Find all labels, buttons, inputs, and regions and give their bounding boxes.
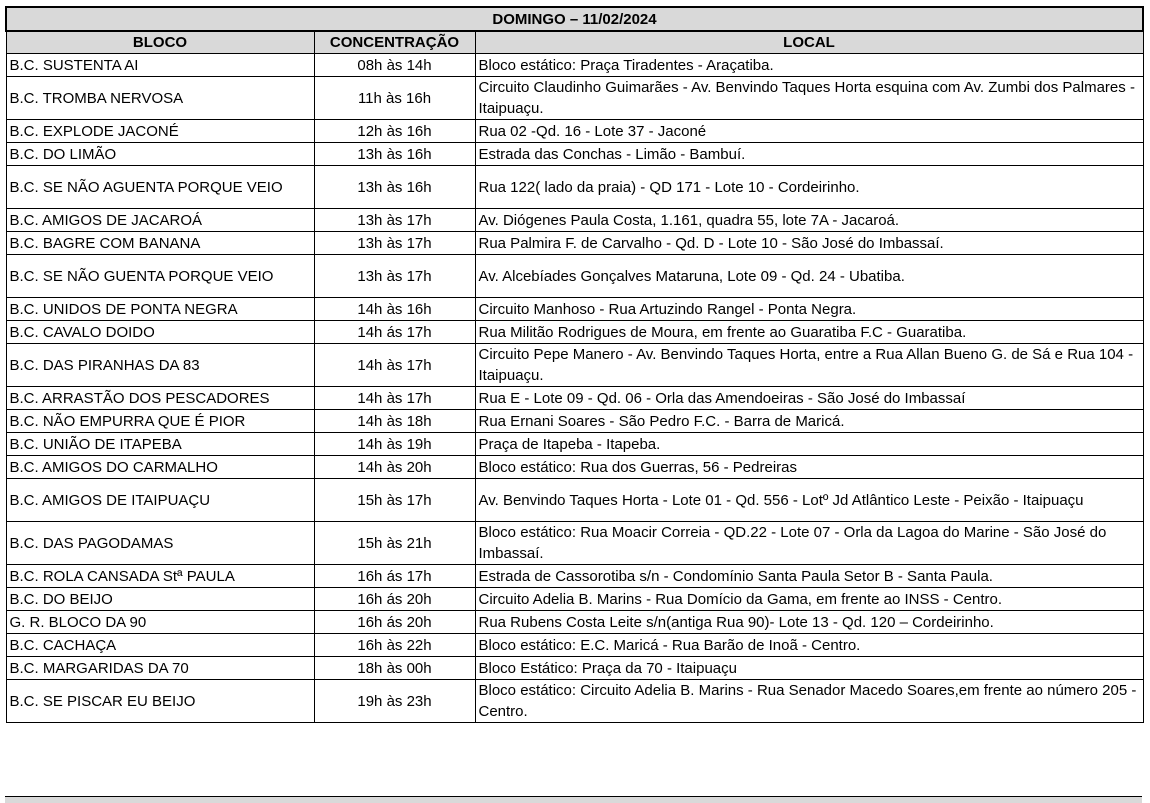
table-row [6, 255, 1143, 298]
table-row [6, 77, 1143, 120]
table-row [6, 410, 1143, 433]
local-cell: Circuito Pepe Manero - Av. Benvindo Taques Horta, entre a Rua Allan Bueno G. de Sá e Rua 104 - Itaipuaçu. [475, 344, 1143, 387]
table-row [6, 433, 1143, 456]
local-cell: Rua Militão Rodrigues de Moura, em frente ao Guaratiba F.C - Guaratiba. [475, 321, 1143, 344]
concentracao-cell: 16h ás 17h [314, 565, 475, 588]
table-row [6, 54, 1143, 77]
bloco-cell: B.C. ROLA CANSADA Stª PAULA [6, 565, 314, 588]
local-cell: Bloco estático: Praça Tiradentes - Araçatiba. [475, 54, 1143, 77]
local-cell: Bloco estático: E.C. Maricá - Rua Barão de Inoã - Centro. [475, 634, 1143, 657]
concentracao-cell: 14h às 20h [314, 456, 475, 479]
table-row [6, 298, 1143, 321]
local-cell: Rua 122( lado da praia) - QD 171 - Lote 10 - Cordeirinho. [475, 166, 1143, 209]
bloco-cell: B.C. MARGARIDAS DA 70 [6, 657, 314, 680]
concentracao-cell: 18h às 00h [314, 657, 475, 680]
table-title: DOMINGO – 11/02/2024 [6, 7, 1143, 31]
local-cell: Praça de Itapeba - Itapeba. [475, 433, 1143, 456]
local-cell: Bloco estático: Rua Moacir Correia - QD.22 - Lote 07 - Orla da Lagoa do Marine - São José do Imbassaí. [475, 522, 1143, 565]
bloco-cell: B.C. DO BEIJO [6, 588, 314, 611]
local-cell: Av. Diógenes Paula Costa, 1.161, quadra 55, lote 7A - Jacaroá. [475, 209, 1143, 232]
bloco-cell: G. R. BLOCO DA 90 [6, 611, 314, 634]
concentracao-cell: 16h ás 20h [314, 611, 475, 634]
table-row [6, 143, 1143, 166]
bloco-cell: B.C. DO LIMÃO [6, 143, 314, 166]
table-row [6, 565, 1143, 588]
local-cell: Rua 02 -Qd. 16 - Lote 37 - Jaconé [475, 120, 1143, 143]
table-row [6, 611, 1143, 634]
concentracao-cell: 16h ás 20h [314, 588, 475, 611]
concentracao-cell: 14h às 17h [314, 387, 475, 410]
bloco-cell: B.C. EXPLODE JACONÉ [6, 120, 314, 143]
bloco-cell: B.C. AMIGOS DE ITAIPUAÇU [6, 479, 314, 522]
bloco-cell: B.C. SE PISCAR EU BEIJO [6, 680, 314, 723]
table-row [6, 232, 1143, 255]
concentracao-cell: 14h às 16h [314, 298, 475, 321]
concentracao-cell: 16h às 22h [314, 634, 475, 657]
bloco-cell: B.C. AMIGOS DE JACAROÁ [6, 209, 314, 232]
concentracao-cell: 13h às 16h [314, 166, 475, 209]
concentracao-cell: 14h às 18h [314, 410, 475, 433]
header-bloco: BLOCO [6, 31, 314, 54]
bloco-cell: B.C. ARRASTÃO DOS PESCADORES [6, 387, 314, 410]
table-row [6, 479, 1143, 522]
concentracao-cell: 08h às 14h [314, 54, 475, 77]
bloco-cell: B.C. BAGRE COM BANANA [6, 232, 314, 255]
bloco-cell: B.C. DAS PAGODAMAS [6, 522, 314, 565]
local-cell: Estrada das Conchas - Limão - Bambuí. [475, 143, 1143, 166]
schedule-table [5, 6, 1144, 723]
concentracao-cell: 14h às 19h [314, 433, 475, 456]
concentracao-cell: 14h ás 17h [314, 321, 475, 344]
local-cell: Circuito Claudinho Guimarães - Av. Benvindo Taques Horta esquina com Av. Zumbi dos Palmares - Itaipuaçu. [475, 77, 1143, 120]
concentracao-cell: 13h às 17h [314, 232, 475, 255]
title-row [6, 7, 1143, 31]
bloco-cell: B.C. CACHAÇA [6, 634, 314, 657]
concentracao-cell: 11h às 16h [314, 77, 475, 120]
table-row [6, 209, 1143, 232]
table-row [6, 166, 1143, 209]
table-row [6, 344, 1143, 387]
concentracao-cell: 15h às 17h [314, 479, 475, 522]
local-cell: Rua Palmira F. de Carvalho - Qd. D - Lote 10 - São José do Imbassaí. [475, 232, 1143, 255]
local-cell: Rua E - Lote 09 - Qd. 06 - Orla das Amendoeiras - São José do Imbassaí [475, 387, 1143, 410]
table-row [6, 120, 1143, 143]
table-row [6, 522, 1143, 565]
bloco-cell: B.C. UNIDOS DE PONTA NEGRA [6, 298, 314, 321]
local-cell: Av. Benvindo Taques Horta - Lote 01 - Qd. 556 - Lotº Jd Atlântico Leste - Peixão - Itaipuaçu [475, 479, 1143, 522]
table-row [6, 387, 1143, 410]
table-row [6, 321, 1143, 344]
local-cell: Rua Rubens Costa Leite s/n(antiga Rua 90)- Lote 13 - Qd. 120 – Cordeirinho. [475, 611, 1143, 634]
concentracao-cell: 12h às 16h [314, 120, 475, 143]
local-cell: Bloco estático: Rua dos Guerras, 56 - Pedreiras [475, 456, 1143, 479]
table-row [6, 680, 1143, 723]
local-cell: Estrada de Cassorotiba s/n - Condomínio Santa Paula Setor B - Santa Paula. [475, 565, 1143, 588]
concentracao-cell: 13h às 16h [314, 143, 475, 166]
header-concentracao: CONCENTRAÇÃO [314, 31, 475, 54]
table-row [6, 657, 1143, 680]
table-row [6, 456, 1143, 479]
schedule-body [6, 54, 1143, 723]
bloco-cell: B.C. DAS PIRANHAS DA 83 [6, 344, 314, 387]
table-row [6, 588, 1143, 611]
bloco-cell: B.C. SUSTENTA AI [6, 54, 314, 77]
bloco-cell: B.C. SE NÃO GUENTA PORQUE VEIO [6, 255, 314, 298]
local-cell: Circuito Manhoso - Rua Artuzindo Rangel - Ponta Negra. [475, 298, 1143, 321]
header-row [6, 31, 1143, 54]
bloco-cell: B.C. UNIÃO DE ITAPEBA [6, 433, 314, 456]
concentracao-cell: 15h às 21h [314, 522, 475, 565]
concentracao-cell: 19h às 23h [314, 680, 475, 723]
local-cell: Bloco Estático: Praça da 70 - Itaipuaçu [475, 657, 1143, 680]
concentracao-cell-selected[interactable]: 14h às 17h [314, 344, 475, 387]
concentracao-cell: 13h às 17h [314, 255, 475, 298]
bloco-cell: B.C. SE NÃO AGUENTA PORQUE VEIO [6, 166, 314, 209]
concentracao-cell: 13h às 17h [314, 209, 475, 232]
header-local: LOCAL [475, 31, 1143, 54]
bloco-cell: B.C. AMIGOS DO CARMALHO [6, 456, 314, 479]
local-cell: Av. Alcebíades Gonçalves Mataruna, Lote 09 - Qd. 24 - Ubatiba. [475, 255, 1143, 298]
bloco-cell: B.C. TROMBA NERVOSA [6, 77, 314, 120]
bloco-cell: B.C. NÃO EMPURRA QUE É PIOR [6, 410, 314, 433]
local-cell: Bloco estático: Circuito Adelia B. Marins - Rua Senador Macedo Soares,em frente ao número 205 - Centro. [475, 680, 1143, 723]
local-cell: Rua Ernani Soares - São Pedro F.C. - Barra de Maricá. [475, 410, 1143, 433]
local-cell: Circuito Adelia B. Marins - Rua Domício da Gama, em frente ao INSS - Centro. [475, 588, 1143, 611]
table-row [6, 634, 1143, 657]
bloco-cell: B.C. CAVALO DOIDO [6, 321, 314, 344]
